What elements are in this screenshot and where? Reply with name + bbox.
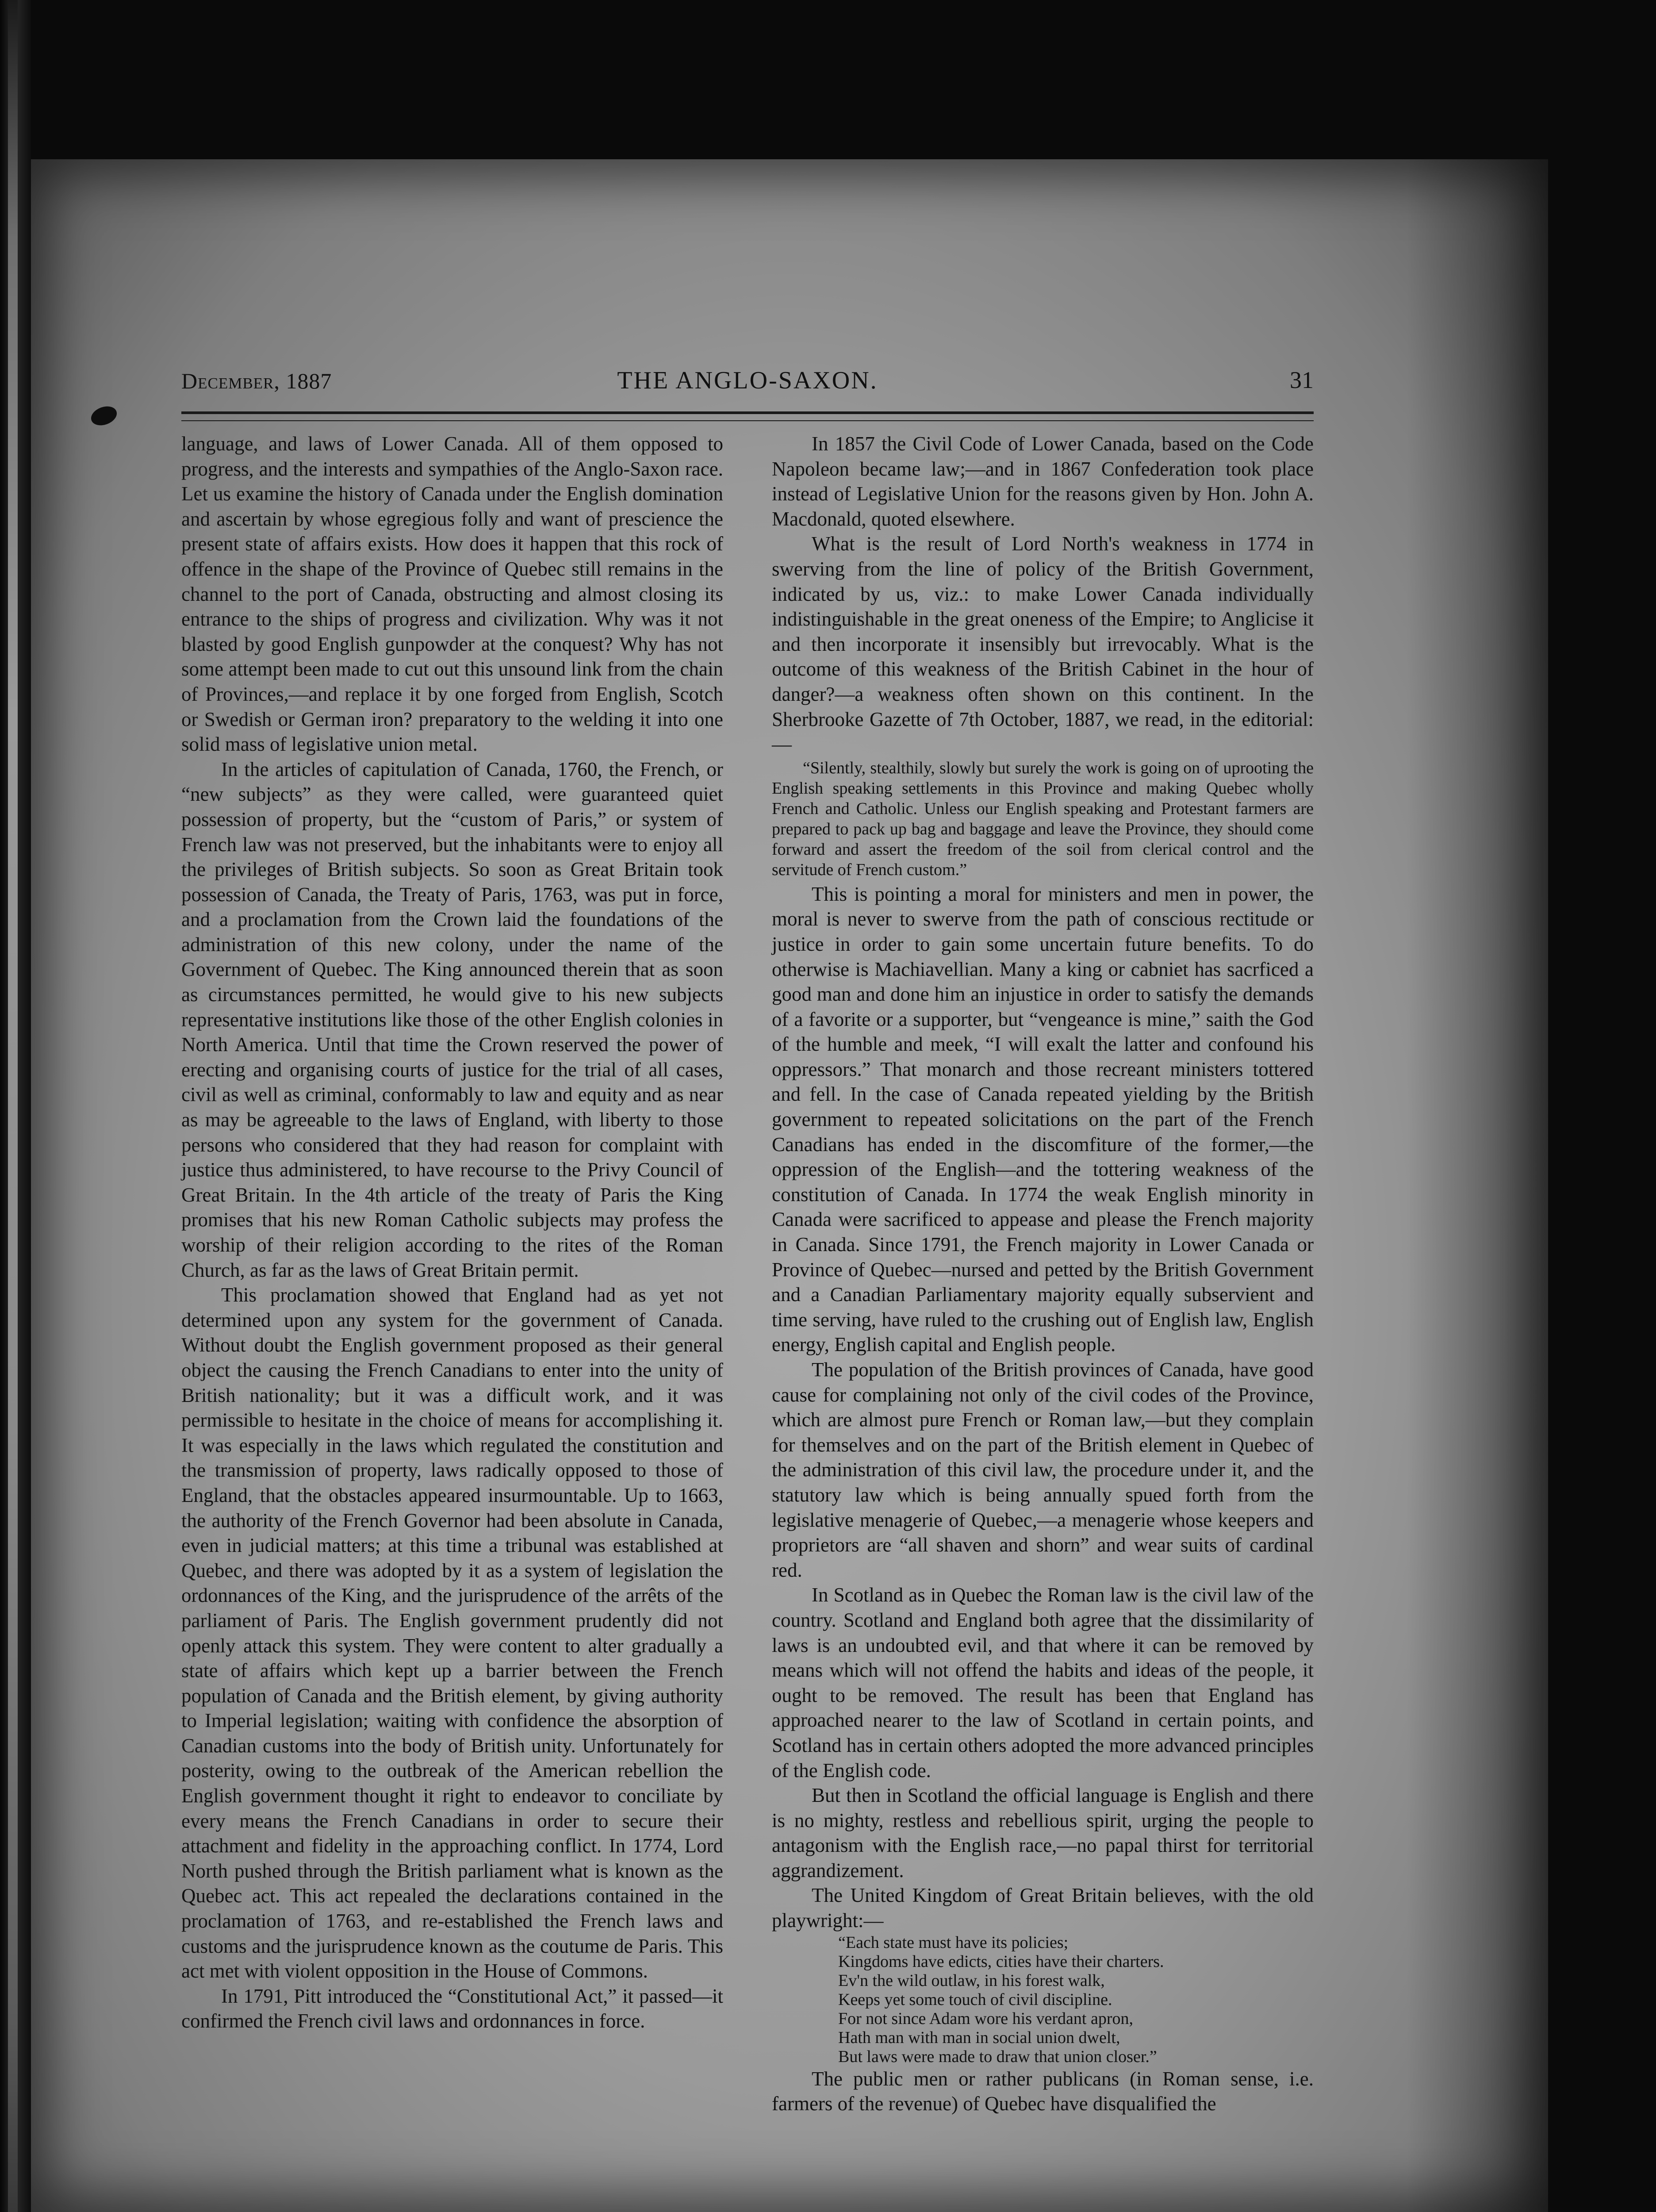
right-column bbox=[772, 431, 1314, 2116]
page-number: 31 bbox=[1290, 367, 1314, 393]
poem-line: But laws were made to draw that union closer.” bbox=[838, 2047, 1157, 2066]
scanner-edge bbox=[0, 0, 31, 2212]
running-header bbox=[181, 366, 1314, 402]
poem-line: “Each state must have its policies; bbox=[838, 1933, 1069, 1952]
left-column bbox=[181, 431, 723, 2034]
paragraph: But then in Scotland the official language is English and there is no mighty, restless and rebellious spirit, urging the people to antagonism with the English race,—no papal thirst for territorial aggrandizement. bbox=[772, 1784, 1314, 1882]
poem-line: Ev'n the wild outlaw, in his forest walk, bbox=[838, 1971, 1105, 1990]
paragraph: In Scotland as in Quebec the Roman law is the civil law of the country. Scotland and England both agree that the dissimilarity of laws is an undoubted evil, and that where it can be removed by means which will not offend the habits and ideas of the people, it ought to be removed. The result has been that England has approached nearer to the law of Scotland in certain points, and Scotland has in certain others adopted the more advanced principles of the English code. bbox=[772, 1584, 1314, 1782]
issue-date: December, 1887 bbox=[181, 369, 332, 393]
block-quote: “Silently, stealthily, slowly but surely the work is going on of uprooting the English speaking settlements in this Province and making Quebec wholly French and Catholic. Unless our English speaking and Protestant farmers are prepared to pack up bag and baggage and leave the Province, they should come forward and assert the freedom of the soil from clerical control and the servitude of French custom.” bbox=[772, 758, 1314, 879]
paragraph: The United Kingdom of Great Britain believes, with the old playwright:— bbox=[772, 1884, 1314, 1932]
paragraph: language, and laws of Lower Canada. All of them opposed to progress, and the interests and sympathies of the Anglo-Saxon race. Let us examine the history of Canada under the English domination and ascertain by whose egregious folly and want of prescience the present state of affairs exists. How does it happen that this rock of offence in the shape of the Province of Quebec still remains in the channel to the port of Canada, obstructing and almost closing its entrance to the ships of progress and civilization. Why was it not blasted by good English gunpowder at the conquest? Why has not some attempt been made to cut out this unsound link from the chain of Provinces,—and replace it by one forged from English, Scotch or Swedish or German iron? preparatory to the welding it into one solid mass of legislative union metal. bbox=[181, 433, 723, 756]
paragraph: In 1791, Pitt introduced the “Constitutional Act,” it passed—it confirmed the French civil laws and ordonnances in force. bbox=[181, 1985, 723, 2032]
poem-quote bbox=[838, 1933, 1314, 2066]
paragraph: In the articles of capitulation of Canada, 1760, the French, or “new subjects” as they were called, were guaranteed quiet possession of property, but the “custom of Paris,” or system of French law was not preserved, but the inhabitants were to enjoy all the privileges of British subjects. So soon as Great Britain took possession of Canada, the Treaty of Paris, 1763, was put in force, and a proclamation from the Crown laid the foundations of the administration of this new colony, under the name of the Government of Quebec. The King announced therein that as soon as circumstances permitted, he would give to his new subjects representative institutions like those of the other English colonies in North America. Until that time the Crown reserved the power of erecting and organising courts of justice for the trial of all cases, civil as well as criminal, conformably to law and equity and as near as may be agreeable to the laws of England, with liberty to those persons who considered that they had reason for complaint with justice thus administered, to have recourse to the Privy Council of Great Britain. In the 4th article of the treaty of Paris the King promises that his new Roman Catholic subjects may profess the worship of their religion according to the rites of the Roman Church, as far as the laws of Great Britain permit. bbox=[181, 758, 723, 1281]
paragraph: In 1857 the Civil Code of Lower Canada, based on the Code Napoleon became law;—and in 1867 Confederation took place instead of Legislative Union for the reasons given by Hon. John A. Macdonald, quoted elsewhere. bbox=[772, 433, 1314, 530]
header-rule-thick bbox=[181, 411, 1314, 414]
paragraph: This is pointing a moral for ministers and men in power, the moral is never to swerve from the path of conscious rectitude or justice in order to gain some uncertain future benefits. To do otherwise is Machiavellian. Many a king or cabniet has sacrficed a good man and done him an injustice in order to satisfy the demands of a favorite or a supporter, but “vengeance is mine,” saith the God of the humble and meek, “I will exalt the latter and confound his oppressors.” That monarch and those recreant ministers tottered and fell. In the case of Canada repeated yielding by the British government to repeated solicitations on the part of the French Canadians has ended in the discomfiture of the former,—the oppression of the English—and the tottering weakness of the constitution of Canada. In 1774 the weak English minority in Canada were sacrificed to appease and please the French majority in Canada. Since 1791, the French majority in Lower Canada or Province of Quebec—nursed and petted by the British Government and a Canadian Parliamentary majority equally subservient and time serving, have ruled to the crushing out of English law, English energy, English capital and English people. bbox=[772, 883, 1314, 1356]
journal-title: THE ANGLO-SAXON. bbox=[617, 367, 878, 394]
page-shadow bbox=[1407, 159, 1548, 2212]
paragraph: The public men or rather publicans (in Roman sense, i.e. farmers of the revenue) of Quebec have disqualified the bbox=[772, 2067, 1314, 2115]
poem-line: Kingdoms have edicts, cities have their charters. bbox=[838, 1952, 1164, 1971]
header-rule-thin bbox=[181, 420, 1314, 421]
scanner-edge-strip bbox=[8, 0, 18, 2212]
poem-line: Keeps yet some touch of civil discipline. bbox=[838, 1990, 1112, 2009]
poem-line: Hath man with man in social union dwelt, bbox=[838, 2028, 1120, 2047]
paragraph: What is the result of Lord North's weakness in 1774 in swerving from the line of policy of the British Government, indicated by us, viz.: to make Lower Canada individually indistinguishable in the great oneness of the Empire; to Anglicise it and then incorporate it insensibly but irrevocably. What is the outcome of this weakness of the British Cabinet in the hour of danger?—a weakness often shown on this continent. In the Sherbrooke Gazette of 7th October, 1887, we read, in the editorial:— bbox=[772, 533, 1314, 756]
poem-line: For not since Adam wore his verdant apron, bbox=[838, 2009, 1133, 2028]
paragraph: This proclamation showed that England had as yet not determined upon any system for the government of Canada. Without doubt the English government proposed as their general object the causing the French Canadians to enter into the unity of British nationality; but it was a difficult work, and it was permissible to hesitate in the choice of means for accomplishing it. It was especially in the laws which regulated the constitution and the transmission of property, laws radically opposed to those of England, that the obstacles appeared insurmountable. Up to 1663, the authority of the French Governor had been absolute in Canada, even in judicial matters; at this time a tribunal was established at Quebec, and there was adopted by it as a system of legislation the ordonnances of the King, and the jurisprudence of the arrêts of the parliament of Paris. The English government prudently did not openly attack this system. They were content to alter gradually a state of affairs which kept up a barrier between the French population of Canada and the British element, by giving authority to Imperial legislation; waiting with confidence the absorption of Canadian customs into the body of British unity. Unfortunately for posterity, owing to the outbreak of the American rebellion the English government thought it right to endeavor to conciliate by every means the French Canadians in order to secure their attachment and fidelity in the approaching conflict. In 1774, Lord North pushed through the British parliament what is known as the Quebec act. This act repealed the declarations contained in the proclamation of 1763, and re-established the French laws and customs and the jurisprudence known as the coutume de Paris. This act met with violent opposition in the House of Commons. bbox=[181, 1284, 723, 1982]
paragraph: The population of the British provinces of Canada, have good cause for complaining not only of the civil codes of the Province, which are almost pure French or Roman law,—but they complain for themselves and on the part of the British element in Quebec of the administration of this civil law, the procedure under it, and the statutory law which is being annually spued forth from the legislative menagerie of Quebec,—a menagerie whose keepers and proprietors are “all shaven and shorn” and wear suits of cardinal red. bbox=[772, 1359, 1314, 1581]
